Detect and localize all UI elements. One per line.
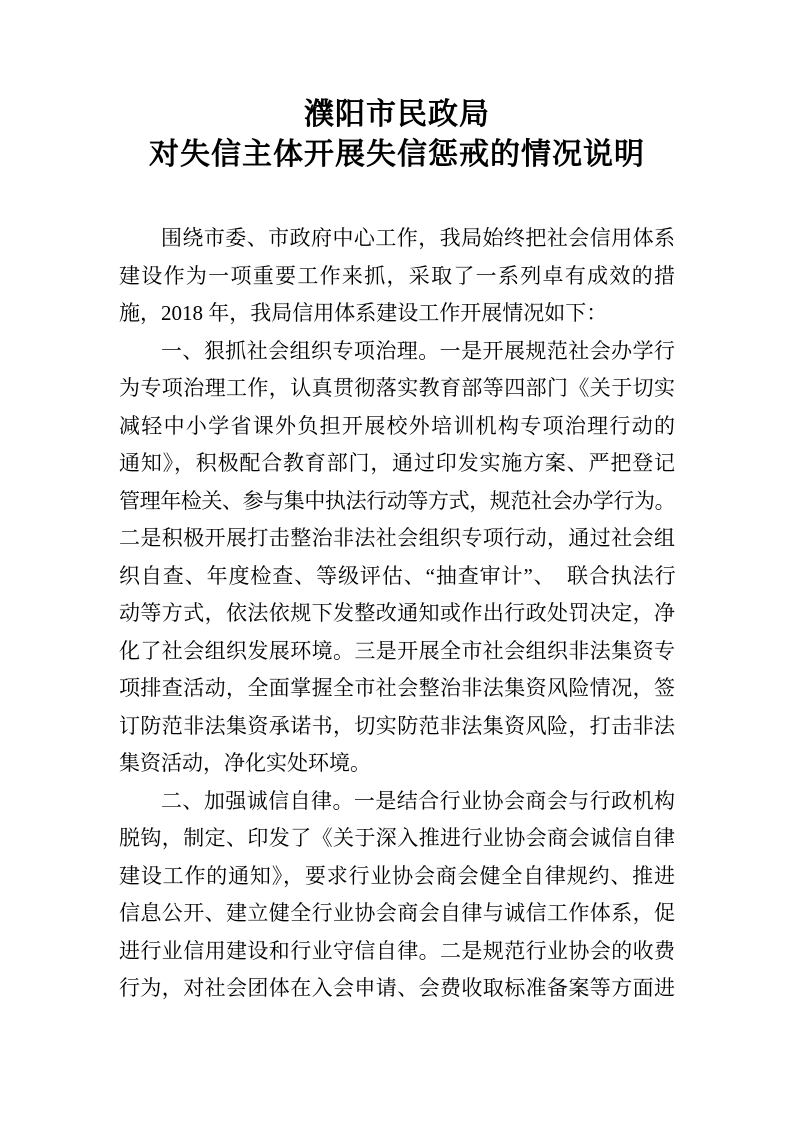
text-line: 施，2018 年，我局信用体系建设工作开展情况如下： <box>119 301 608 325</box>
document-body <box>119 220 675 1008</box>
text-line: 动等方式，依法依规下发整改通知或作出行政处罚决定，净 <box>119 601 675 625</box>
paragraph <box>119 783 675 1008</box>
text-line: 行为，对社会团体在入会申请、会费收取标准备案等方面进 <box>119 976 675 1000</box>
text-line: 建设作为一项重要工作来抓，采取了一系列卓有成效的措 <box>119 263 675 288</box>
document-title <box>0 95 794 175</box>
text-line: 建设工作的通知》，要求行业协会商会健全自律规约、推进 <box>119 863 675 888</box>
title-line-1: 濮阳市民政局 <box>304 98 490 131</box>
text-line: 为专项治理工作，认真贯彻落实教育部等四部门《关于切实 <box>119 376 675 400</box>
text-line: 二是积极开展打击整治非法社会组织专项行动，通过社会组 <box>119 526 675 550</box>
text-line: 管理年检关、参与集中执法行动等方式，规范社会办学行为。 <box>119 488 675 513</box>
text-line: 围绕市委、市政府中心工作，我局始终把社会信用体系 <box>161 226 675 250</box>
text-line: 进行业信用建设和行业守信自律。二是规范行业协会的收费 <box>119 938 675 963</box>
text-line: 织自查、年度检查、等级评估、“抽查审计”、 联合执法行 <box>119 563 675 588</box>
paragraph <box>119 220 675 333</box>
text-line: 一、狠抓社会组织专项治理。一是开展规范社会办学行 <box>161 338 675 363</box>
text-line: 化了社会组织发展环境。三是开展全市社会组织非法集资专 <box>119 638 675 663</box>
text-line: 集资活动，净化实处环境。 <box>119 751 371 775</box>
text-line: 订防范非法集资承诺书，切实防范非法集资风险，打击非法 <box>119 713 675 738</box>
text-line: 二、加强诚信自律。一是结合行业协会商会与行政机构 <box>161 788 675 813</box>
paragraph <box>119 333 675 783</box>
text-line: 项排查活动，全面掌握全市社会整治非法集资风险情况，签 <box>119 676 675 700</box>
text-line: 信息公开、建立健全行业协会商会自律与诚信工作体系，促 <box>119 901 675 925</box>
text-line: 减轻中小学省课外负担开展校外培训机构专项治理行动的 <box>119 413 675 438</box>
text-line: 脱钩，制定、印发了《关于深入推进行业协会商会诚信自律 <box>119 826 675 850</box>
title-line-2: 对失信主体开展失信惩戒的情况说明 <box>149 138 645 171</box>
text-line: 通知》，积极配合教育部门，通过印发实施方案、严把登记 <box>119 451 675 475</box>
